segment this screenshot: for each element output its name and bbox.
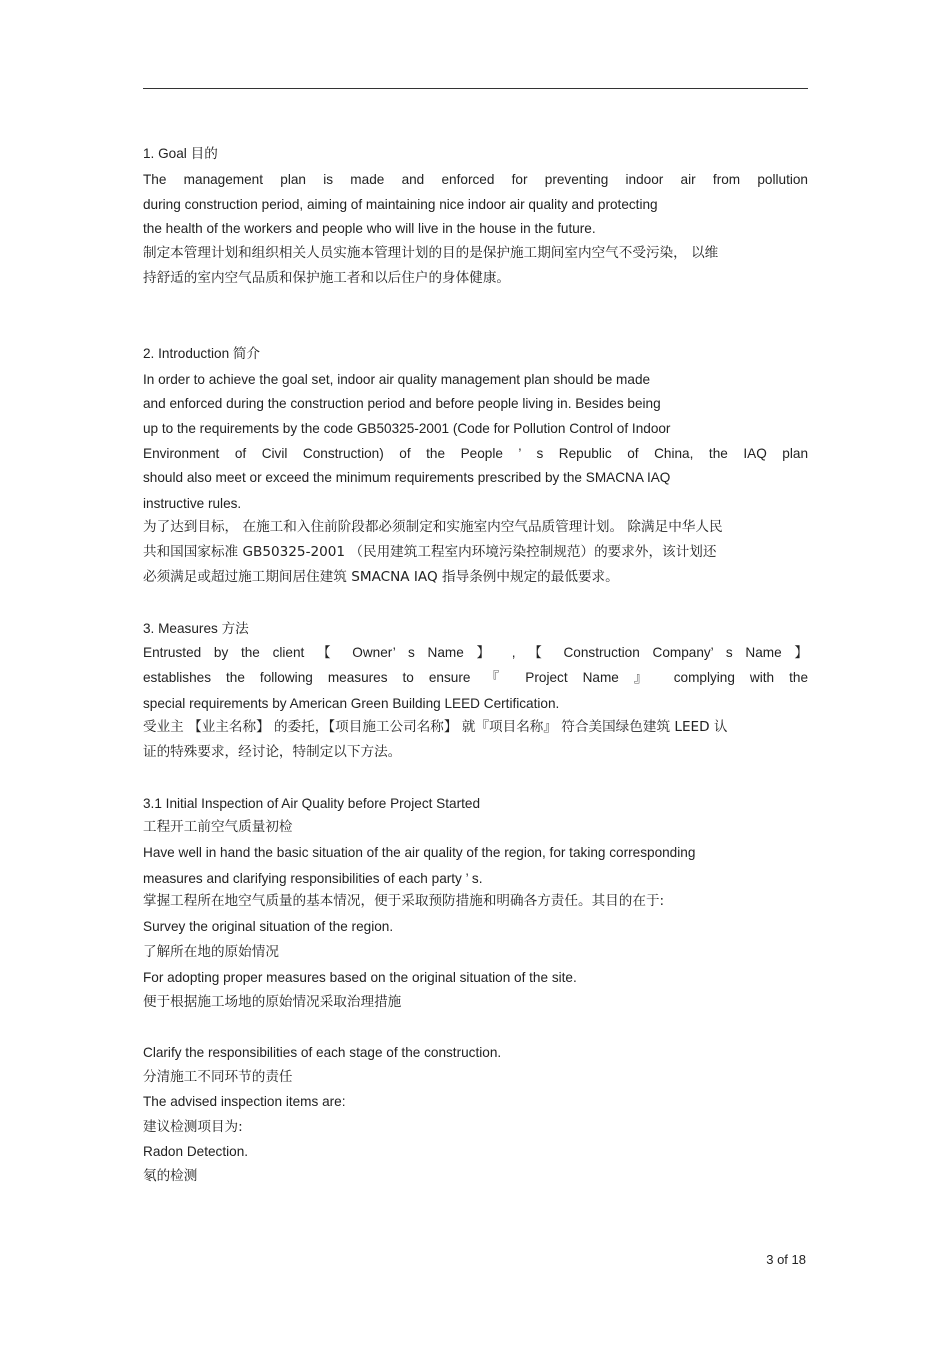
paragraph-line-cn: 掌握工程所在地空气质量的基本情况，便于采取预防措施和明确各方责任。其目的在于: xyxy=(143,893,665,909)
paragraph-line-cn: 为了达到目标， 在施工和入住前阶段都必须制定和实施室内空气品质管理计划。 除满足中华人民 xyxy=(143,519,723,535)
paragraph-line: establishes the following measures to ensure 『 Project Name 』 complying with the xyxy=(143,670,808,685)
paragraph-line: measures and clarifying responsibilities of each party ’ s. xyxy=(143,871,483,886)
paragraph-line: Radon Detection. xyxy=(143,1144,249,1159)
section-heading-measures: 3. Measures 方法 xyxy=(143,621,249,636)
page-number: 3 of 18 xyxy=(766,1252,806,1267)
section-heading-introduction: 2. Introduction 简介 xyxy=(143,346,261,361)
paragraph-line: and enforced during the construction period and before people living in. Besides being xyxy=(143,396,661,411)
paragraph-line-cn: 受业主 【业主名称】 的委托，【项目施工公司名称】 就『项目名称』 符合美国绿色建筑 LEED 认 xyxy=(143,719,728,735)
paragraph-line-cn: 氡的检测 xyxy=(143,1168,198,1184)
subsection-heading: 3.1 Initial Inspection of Air Quality before Project Started xyxy=(143,796,481,811)
paragraph-line: up to the requirements by the code GB50325-2001 (Code for Pollution Control of Indoor xyxy=(143,421,671,436)
paragraph-line: Clarify the responsibilities of each stage of the construction. xyxy=(143,1045,502,1060)
subsection-heading-cn: 工程开工前空气质量初检 xyxy=(143,819,293,835)
paragraph-line-cn: 分清施工不同环节的责任 xyxy=(143,1069,293,1085)
paragraph-line-cn: 建议检测项目为: xyxy=(143,1119,243,1135)
paragraph-line-cn: 必须满足或超过施工期间居住建筑 SMACNA IAQ 指导条例中规定的最低要求。 xyxy=(143,569,619,585)
paragraph-line-cn: 制定本管理计划和组织相关人员实施本管理计划的目的是保护施工期间室内空气不受污染， 以维 xyxy=(143,245,719,261)
paragraph-line: The management plan is made and enforced for preventing indoor air from pollution xyxy=(143,172,808,187)
paragraph-line: the health of the workers and people who will live in the house in the future. xyxy=(143,221,596,236)
paragraph-line: Survey the original situation of the region. xyxy=(143,919,394,934)
paragraph-line-cn: 共和国国家标准 GB50325-2001 （民用建筑工程室内环境污染控制规范）的要求外，该计划还 xyxy=(143,544,717,560)
paragraph-line: special requirements by American Green Building LEED Certification. xyxy=(143,696,560,711)
paragraph-line: In order to achieve the goal set, indoor air quality management plan should be made xyxy=(143,372,651,387)
paragraph-line: Environment of Civil Construction) of the People ’ s Republic of China, the IAQ plan xyxy=(143,446,808,461)
paragraph-line: instructive rules. xyxy=(143,496,242,511)
paragraph-line-cn: 便于根据施工场地的原始情况采取治理措施 xyxy=(143,994,402,1010)
header-rule xyxy=(143,88,808,89)
paragraph-line-cn: 了解所在地的原始情况 xyxy=(143,944,279,960)
section-heading-goal: 1. Goal 目的 xyxy=(143,146,218,161)
paragraph-line: should also meet or exceed the minimum requirements prescribed by the SMACNA IAQ xyxy=(143,470,671,485)
paragraph-line: Entrusted by the client 【 Owner’ s Name 】 , 【 Construction Company’ s Name 】 xyxy=(143,645,808,660)
paragraph-line-cn: 证的特殊要求，经讨论，特制定以下方法。 xyxy=(143,744,402,760)
paragraph-line: during construction period, aiming of maintaining nice indoor air quality and protecting xyxy=(143,197,658,212)
paragraph-line: Have well in hand the basic situation of the air quality of the region, for taking corresponding xyxy=(143,845,696,860)
paragraph-line: For adopting proper measures based on the original situation of the site. xyxy=(143,970,577,985)
paragraph-line-cn: 持舒适的室内空气品质和保护施工者和以后住户的身体健康。 xyxy=(143,270,511,286)
paragraph-line: The advised inspection items are: xyxy=(143,1094,346,1109)
